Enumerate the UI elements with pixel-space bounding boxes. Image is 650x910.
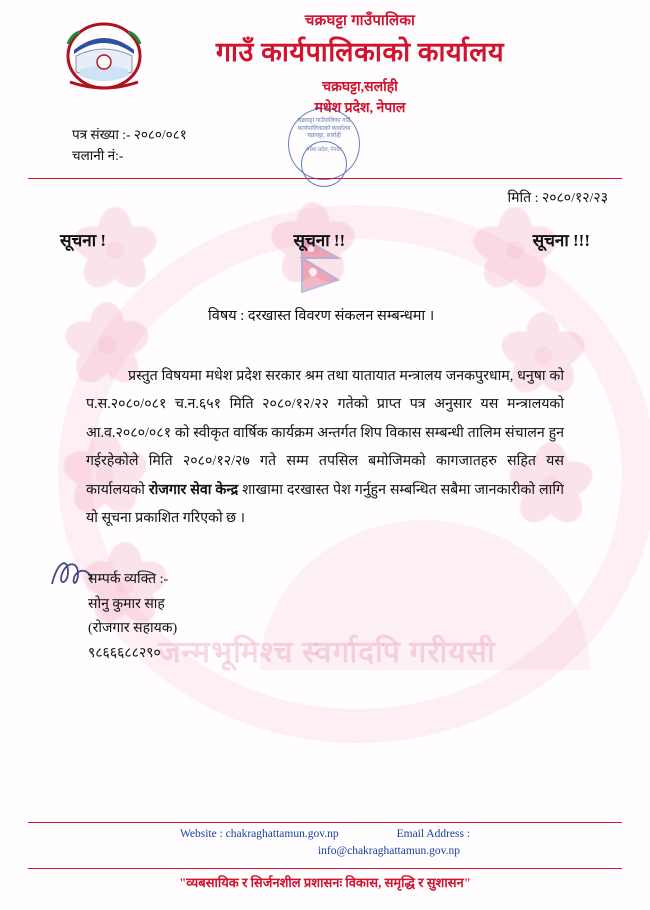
office-address-line2: मधेश प्रदेश, नेपाल	[314, 101, 406, 116]
municipality-name: चक्रघट्टा गाउँपालिका	[304, 13, 416, 29]
contact-label: सम्पर्क व्यक्ति :-	[88, 572, 169, 587]
watermark-text: जन्मभूमिश्च स्वर्गादपि गरीयसी	[158, 636, 496, 669]
footer-email-label-wrap	[397, 826, 470, 843]
letter-number-value: २०८०/०८१	[133, 127, 187, 142]
email-label: Email Address :	[396, 828, 471, 840]
notice-body-paragraph: प्रस्तुत विषयमा मधेश प्रदेश सरकार श्रम तथा यातायात मन्त्रालय जनकपुरधाम, धनुषा को प.स.२०८०/०८१ च.न.६५१ मिति २०८०/१२/२२ गतेको प्राप्त पत्र अनुसार यस मन्त्रालयको आ.व.२०८०/०८१ को स्वीकृत वार्षिक कार्यक्रम अन्तर्गत शिप विकास सम्बन्धी तालिम संचालन हुन गईरहेकोले मिति २०८०/१२/२७ गते सम्म तपसिल बमोजिमको कागजातहरु सहित यस कार्यालयको रोजगार सेवा केन्द्र शाखामा दरखास्त पेश गर्नुहुन सम्बन्धित सबैमा जानकारीको लागि यो सूचना प्रकाशित गरिएको छ ।	[86, 368, 564, 527]
seal-outer-text: चक्रघट्टा गाउँपालिका गाउँ कार्यपालिकाको कार्यालय चक्रघट्टा, सर्लाही	[297, 118, 351, 139]
footer-email-value[interactable]: info@chakraghattamun.gov.np	[317, 844, 461, 857]
date-value: २०८०/१२/२३	[541, 191, 608, 206]
subject-line	[208, 305, 434, 325]
notice-heading-right: सूचना !!!	[532, 231, 590, 250]
office-address-line1: चक्रघट्टा,सर्लाही	[322, 80, 398, 95]
notice-heading-row	[60, 228, 590, 251]
contact-phone: ९८६६६८८२९०	[88, 645, 161, 661]
notice-heading-center: सूचना !!	[293, 231, 346, 250]
header-divider	[28, 178, 622, 179]
date-line	[507, 188, 608, 207]
office-title: गाउँ कार्यपालिकाको कार्यालय	[215, 37, 505, 67]
website-value[interactable]: chakraghattamun.gov.np	[225, 828, 339, 840]
seal-inner-text: मधेश प्रदेश, नेपाल	[301, 141, 347, 187]
footer-divider-top	[28, 822, 622, 823]
watermark-sun-shape	[260, 520, 590, 670]
letter-number-line	[72, 125, 187, 146]
dispatch-number-line	[72, 146, 187, 167]
document-footer	[28, 826, 622, 859]
document-header	[0, 0, 650, 176]
contact-name: सोनु कुमार साह	[88, 596, 165, 612]
office-heading	[150, 10, 570, 117]
footer-slogan: "व्यबसायिक र सिर्जनशील प्रशासनः विकास, समृद्धि र सुशासन"	[179, 875, 471, 890]
date-label: मिति :	[507, 191, 539, 206]
reference-block	[72, 125, 187, 167]
footer-website	[180, 826, 339, 843]
website-label: Website :	[179, 828, 223, 840]
contact-block	[88, 568, 177, 666]
footer-divider-bottom	[28, 868, 622, 869]
subject-label: विषय :	[208, 308, 245, 324]
contact-designation: (रोजगार सहायक)	[88, 621, 178, 636]
subject-text: दरखास्त विवरण संकलन सम्बन्धमा ।	[247, 308, 435, 324]
official-seal	[288, 108, 360, 180]
notice-heading-left: सूचना !	[60, 231, 107, 250]
footer-contact-row	[28, 826, 622, 843]
nepal-emblem-icon	[62, 20, 146, 92]
letter-number-label: पत्र संख्या :-	[72, 127, 131, 142]
dispatch-number-label: चलानी नं:-	[72, 147, 124, 163]
